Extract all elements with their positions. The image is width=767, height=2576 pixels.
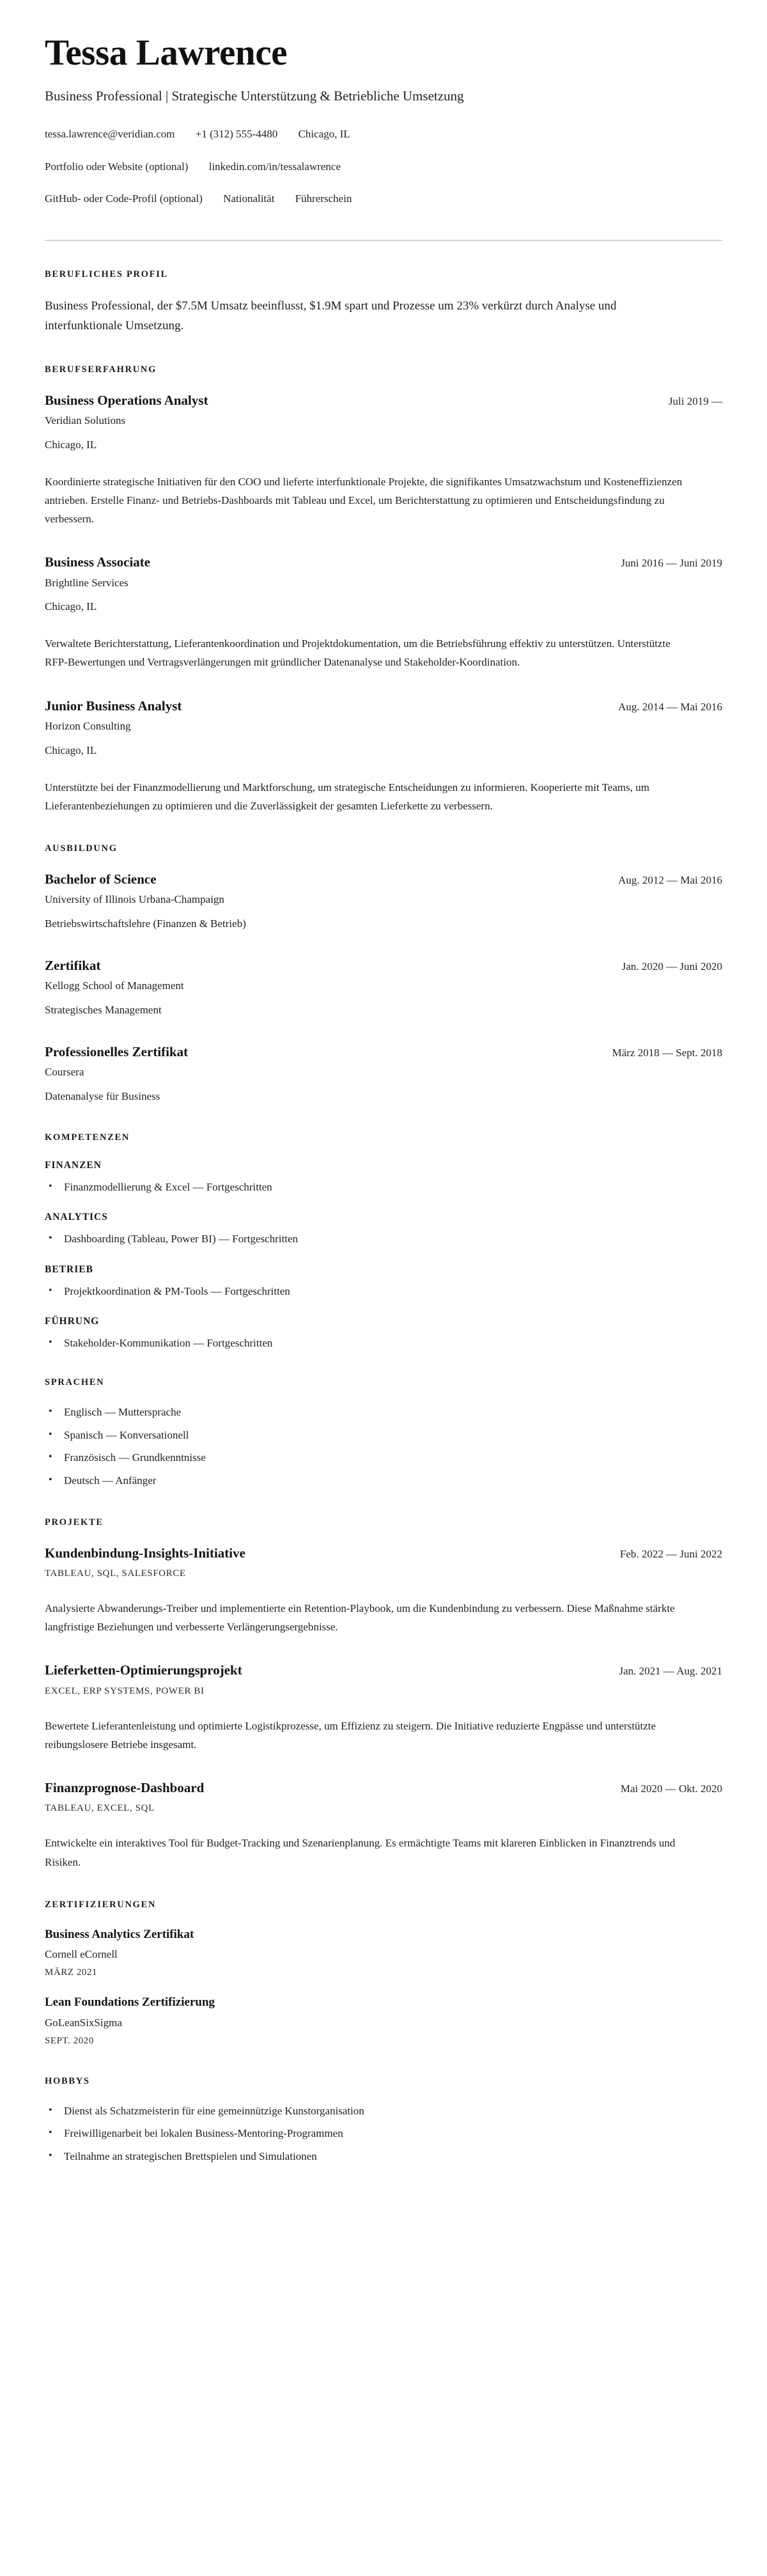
section-education	[45, 815, 722, 1104]
skill-item: • Dashboarding (Tableau, Power BI) — Fortgeschritten	[45, 1231, 722, 1247]
job-title: Business Associate	[45, 554, 151, 570]
section-profile	[45, 241, 722, 336]
profile-summary-text: Business Professional, der $7.5M Umsatz beeinflusst, $1.9M spart und Prozesse um 23% verkürzt durch Analyse und interfunktionale Umsetzung.	[45, 299, 617, 333]
project-description: Bewertete Lieferantenleistung und optimierte Logistikprozesse, um Effizienz zu steigern. Die Initiative reduzierte Engpässe und unterstützte reibungslosere Betriebe insgesamt.	[45, 1719, 656, 1751]
section-title-hobbies: HOBBYS	[45, 2075, 90, 2086]
certification-date: MÄRZ 2021	[45, 1967, 98, 1978]
section-languages	[45, 1352, 722, 1489]
skill-list	[45, 1231, 722, 1247]
degree-date-range: Aug. 2012 — Mai 2016	[618, 873, 722, 886]
job-location: Chicago, IL	[45, 744, 97, 756]
contact-line-extra	[45, 191, 722, 207]
location: Chicago, IL	[298, 127, 350, 140]
job-location: Chicago, IL	[45, 600, 97, 613]
education-item	[45, 871, 722, 932]
project-header	[45, 1662, 722, 1678]
skill-item: • Projektkoordination & PM-Tools — Fortgeschritten	[45, 1284, 722, 1300]
hobby-list	[45, 2104, 722, 2165]
experience-item	[45, 392, 722, 529]
certification-issuer: GoLeanSixSigma	[45, 2016, 122, 2029]
skill-group-name: BETRIEB	[45, 1263, 93, 1275]
language-item: • Deutsch — Anfänger	[45, 1473, 722, 1489]
contact-line-primary	[45, 127, 722, 142]
skill-group-name: FINANZEN	[45, 1159, 102, 1171]
language-item: • Englisch — Muttersprache	[45, 1405, 722, 1421]
skill-item: • Finanzmodellierung & Excel — Fortgeschritten	[45, 1180, 722, 1196]
education-header	[45, 957, 722, 974]
experience-item	[45, 698, 722, 815]
project-name: Kundenbindung-Insights-Initiative	[45, 1545, 245, 1561]
skill-list	[45, 1284, 722, 1300]
hobby-item: • Dienst als Schatzmeisterin für eine gemeinnützige Kunstorganisation	[45, 2104, 722, 2119]
job-description: Verwaltete Berichterstattung, Lieferantenkoordination und Projektdokumentation, um die Betriebsführung effektiv zu unterstützen. Unterstützte RFP-Bewertungen und Vertragsverlängerungen mit gründlicher Datenanalyse und Stakeholder-Koordination.	[45, 637, 670, 669]
project-tech-stack: TABLEAU, EXCEL, SQL	[45, 1803, 155, 1814]
project-description: Analysierte Abwanderungs-Treiber und implementierte ein Retention-Playbook, um die Kundenbindung zu verbessern. Diese Maßnahme stärkte langfristige Beziehungen und verbesserte Verlängerungsergebnisse.	[45, 1602, 675, 1634]
project-tech-stack: TABLEAU, SQL, SALESFORCE	[45, 1568, 186, 1579]
job-location: Chicago, IL	[45, 438, 97, 451]
skill-list	[45, 1180, 722, 1196]
field-of-study: Strategisches Management	[45, 1003, 162, 1016]
job-company: Horizon Consulting	[45, 719, 131, 732]
project-item	[45, 1779, 722, 1871]
job-description: Koordinierte strategische Initiativen für den COO und lieferte interfunktionale Projekte, die signifikantes Umsatzwachstum und Kosteneffizienzen antrieben. Erstelle Finanz- und Betriebs-Dashboards mit Tableau und Excel, um Berichterstattung zu optimieren und Entscheidungsfindung zu verbessern.	[45, 475, 683, 526]
certification-item	[45, 1995, 722, 2046]
degree-date-range: Jan. 2020 — Juni 2020	[621, 960, 722, 972]
skill-group	[45, 1264, 722, 1300]
job-company: Veridian Solutions	[45, 414, 126, 427]
nationality-placeholder: Nationalität	[223, 192, 275, 205]
field-of-study: Betriebswirtschaftslehre (Finanzen & Betrieb)	[45, 917, 246, 930]
skill-group-name: FÜHRUNG	[45, 1316, 100, 1327]
skill-group	[45, 1212, 722, 1247]
email-address[interactable]: tessa.lawrence@veridian.com	[45, 127, 175, 140]
section-hobbies	[45, 2047, 722, 2216]
degree-date-range: März 2018 — Sept. 2018	[612, 1046, 722, 1059]
degree-name: Zertifikat	[45, 957, 101, 973]
section-title-languages: SPRACHEN	[45, 1377, 105, 1388]
education-header	[45, 1043, 722, 1060]
education-header	[45, 871, 722, 887]
section-title-projects: PROJEKTE	[45, 1517, 104, 1527]
contact-line-links	[45, 159, 722, 175]
project-date-range: Feb. 2022 — Juni 2022	[619, 1547, 722, 1560]
project-description: Entwickelte ein interaktives Tool für Budget-Tracking und Szenarienplanung. Es ermächtigte Teams mit klareren Einblicken in Finanztrends und Risiken.	[45, 1837, 676, 1868]
project-item	[45, 1662, 722, 1754]
github-placeholder[interactable]: GitHub- oder Code-Profil (optional)	[45, 192, 203, 205]
section-title-experience: BERUFSERFAHRUNG	[45, 364, 157, 375]
project-tech-stack: EXCEL, ERP SYSTEMS, POWER BI	[45, 1685, 205, 1696]
hobby-item: • Freiwilligenarbeit bei lokalen Business-Mentoring-Programmen	[45, 2126, 722, 2142]
linkedin-link[interactable]: linkedin.com/in/tessalawrence	[208, 160, 341, 173]
language-item: • Spanisch — Konversationell	[45, 1428, 722, 1444]
experience-header	[45, 554, 722, 570]
project-name: Lieferketten-Optimierungsprojekt	[45, 1662, 242, 1678]
school-name: Kellogg School of Management	[45, 980, 184, 992]
certification-date: SEPT. 2020	[45, 2035, 94, 2046]
skill-group-name: ANALYTICS	[45, 1212, 108, 1223]
job-company: Brightline Services	[45, 576, 128, 589]
skill-group	[45, 1160, 722, 1196]
degree-name: Professionelles Zertifikat	[45, 1043, 189, 1059]
project-date-range: Jan. 2021 — Aug. 2021	[619, 1665, 722, 1678]
project-name: Finanzprognose-Dashboard	[45, 1780, 205, 1796]
experience-header	[45, 392, 722, 409]
skill-group	[45, 1316, 722, 1352]
section-title-certifications: ZERTIFIZIERUNGEN	[45, 1899, 157, 1910]
project-header	[45, 1545, 722, 1561]
experience-header	[45, 698, 722, 714]
school-name: Coursera	[45, 1065, 84, 1078]
certification-issuer: Cornell eCornell	[45, 1948, 118, 1961]
section-projects	[45, 1489, 722, 1871]
education-item	[45, 957, 722, 1018]
degree-name: Bachelor of Science	[45, 871, 157, 887]
job-date-range: Aug. 2014 — Mai 2016	[618, 700, 722, 713]
project-header	[45, 1779, 722, 1796]
skill-item: • Stakeholder-Kommunikation — Fortgeschritten	[45, 1336, 722, 1352]
language-item: • Französisch — Grundkenntnisse	[45, 1450, 722, 1466]
certification-name: Business Analytics Zertifikat	[45, 1927, 194, 1941]
school-name: University of Illinois Urbana-Champaign	[45, 893, 224, 906]
section-skills	[45, 1104, 722, 1352]
certification-name: Lean Foundations Zertifizierung	[45, 1995, 215, 2010]
section-title-education: AUSBILDUNG	[45, 843, 118, 854]
job-date-range: Juni 2016 — Juni 2019	[621, 557, 722, 570]
project-item	[45, 1545, 722, 1637]
candidate-name: Tessa Lawrence	[45, 33, 288, 73]
job-date-range: Juli 2019 —	[668, 394, 722, 407]
project-date-range: Mai 2020 — Okt. 2020	[620, 1783, 722, 1795]
job-title: Business Operations Analyst	[45, 392, 208, 408]
language-list	[45, 1405, 722, 1489]
field-of-study: Datenanalyse für Business	[45, 1089, 160, 1102]
portfolio-placeholder[interactable]: Portfolio oder Website (optional)	[45, 160, 189, 173]
certification-item	[45, 1927, 722, 1978]
job-description: Unterstützte bei der Finanzmodellierung und Marktforschung, um strategische Entscheidungen zu informieren. Kooperierte mit Teams, um Lieferantenbeziehungen zu optimieren und die Zuverlässigkeit der gesamten Lieferkette zu verbessern.	[45, 781, 649, 812]
phone-number[interactable]: +1 (312) 555-4480	[195, 127, 278, 140]
candidate-tagline: Business Professional | Strategische Unterstützung & Betriebliche Umsetzung	[45, 88, 464, 104]
section-title-profile: BERUFLICHES PROFIL	[45, 269, 168, 280]
hobby-item: • Teilnahme an strategischen Brettspielen und Simulationen	[45, 2149, 722, 2165]
section-title-skills: KOMPETENZEN	[45, 1132, 130, 1143]
education-item	[45, 1043, 722, 1104]
drivers-license-placeholder: Führerschein	[295, 192, 352, 205]
job-title: Junior Business Analyst	[45, 698, 182, 714]
resume-header	[45, 0, 722, 241]
experience-item	[45, 554, 722, 671]
section-certifications	[45, 1871, 722, 2047]
section-experience	[45, 336, 722, 815]
skill-list	[45, 1336, 722, 1352]
